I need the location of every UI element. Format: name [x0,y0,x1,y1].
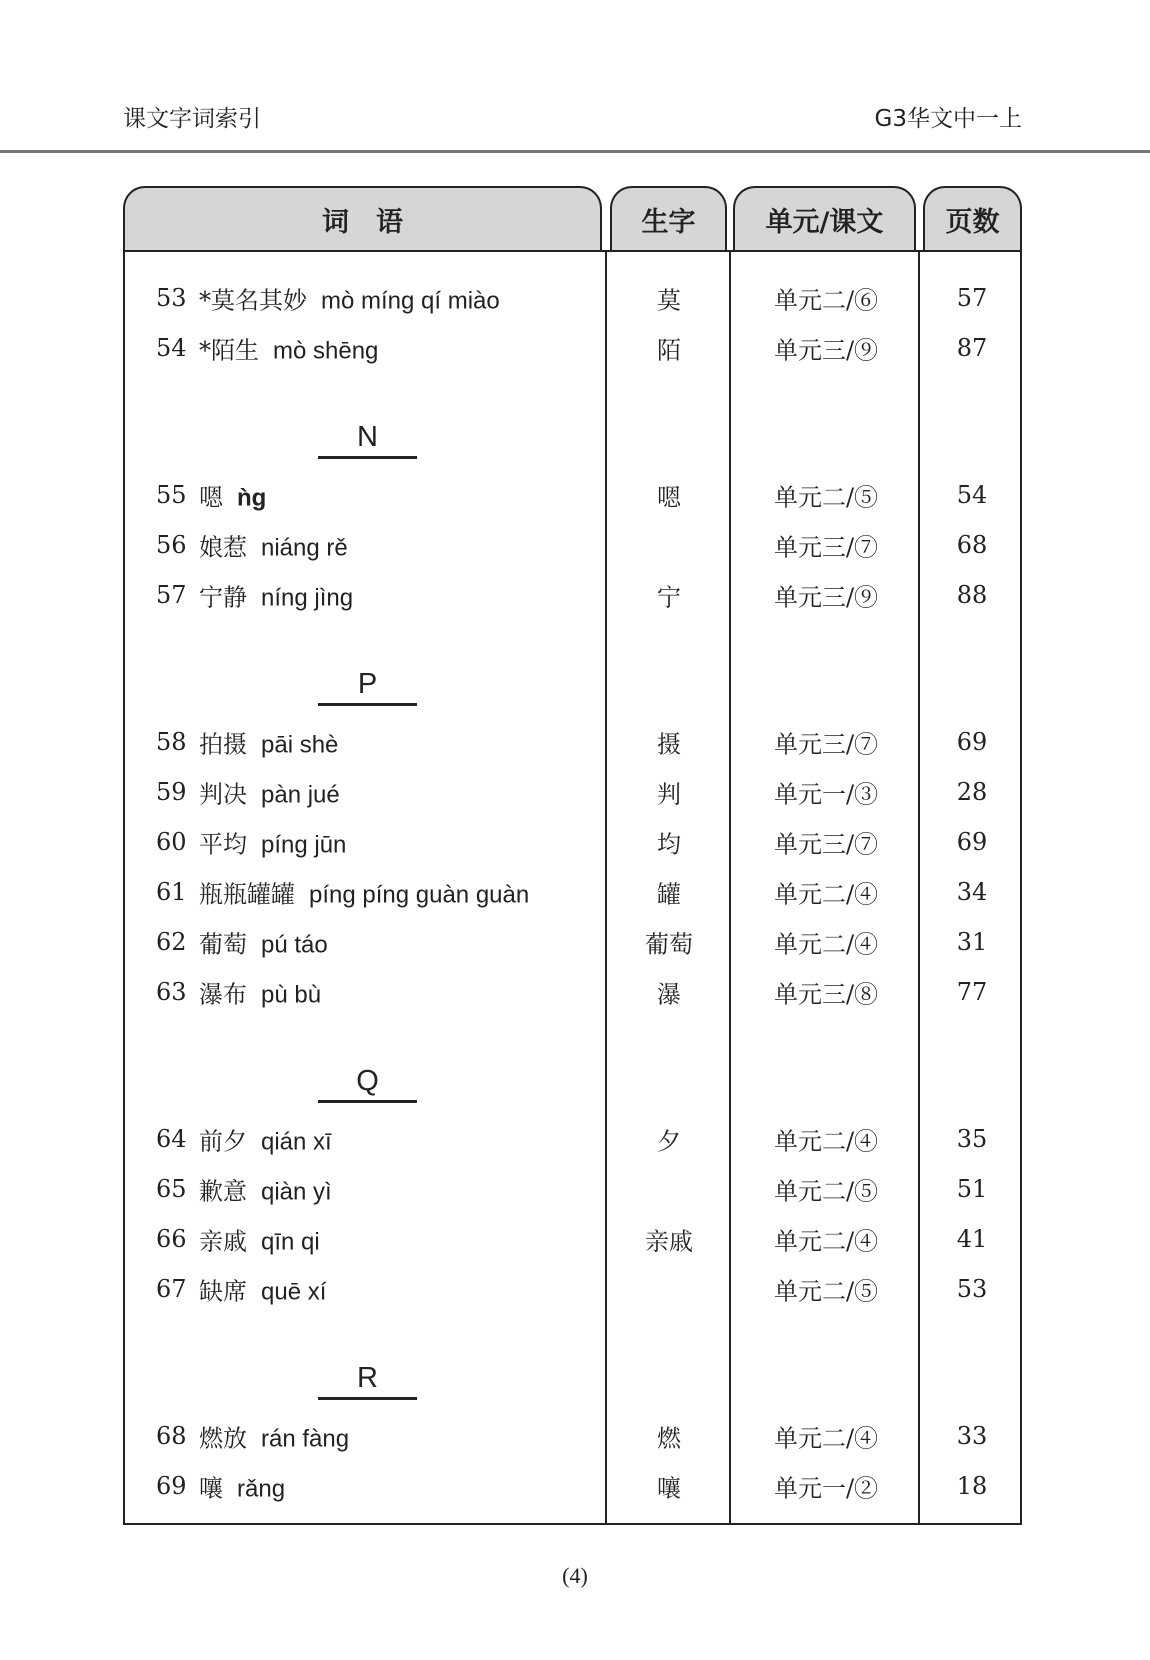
entry-number: 65 [156,1175,187,1203]
entry-word [199,725,338,760]
word-pinyin: pàn jué [261,781,340,809]
entry-word [199,1469,285,1504]
index-table [123,251,1022,1525]
entry-number: 55 [156,481,187,509]
column-divider [605,251,607,1525]
entry-number: 69 [156,1472,187,1500]
word-pinyin: pú táo [261,931,328,959]
section-letter: P [357,668,378,700]
entry-word [199,281,500,316]
entry-number: 59 [156,778,187,806]
word-hanzi: 亲戚 [199,1227,247,1256]
table-row: 64 前夕 qián xī 夕 单元二/④ 35 [125,1114,1020,1164]
section-letter-heading [125,373,1020,470]
table-row: 68 燃放 rán fàng 燃 单元二/④ 33 [125,1411,1020,1461]
word-hanzi: 娘惹 [199,533,247,562]
running-header-left: 课文字词索引 [123,106,261,132]
table-row: 57 宁静 níng jìng 宁 单元三/⑨ 88 [125,570,1020,620]
column-header-page: 页数 [923,186,1022,250]
entry-word [199,478,266,513]
section-letter: N [357,421,378,453]
entry-word [199,875,529,910]
table-row: 55 嗯 ǹg 嗯 单元二/⑤ 54 [125,470,1020,520]
word-hanzi: 缺席 [199,1277,247,1306]
table-row: 67 缺席 quē xí 单元二/⑤ 53 [125,1264,1020,1314]
word-hanzi: *陌生 [199,336,259,365]
word-pinyin: píng píng guàn guàn [309,881,530,909]
table-row: 65 歉意 qiàn yì 单元二/⑤ 51 [125,1164,1020,1214]
entry-number: 62 [156,928,187,956]
word-pinyin: qián xī [261,1128,332,1156]
word-hanzi: 平均 [199,830,247,859]
word-pinyin: niáng rě [261,534,348,562]
table-row: 63 瀑布 pù bù 瀑 单元三/⑧ 77 [125,967,1020,1017]
table-row: 58 拍摄 pāi shè 摄 单元三/⑦ 69 [125,717,1020,767]
column-header-words: 词 语 [123,186,602,250]
entry-number: 64 [156,1125,187,1153]
entry-number: 53 [156,284,187,312]
column-divider [729,251,731,1525]
word-hanzi: 瓶瓶罐罐 [199,880,295,909]
table-row: 60 平均 píng jūn 均 单元三/⑦ 69 [125,817,1020,867]
word-pinyin: qīn qi [261,1228,320,1256]
section-letter-heading [125,1017,1020,1114]
entry-word [199,1122,332,1157]
word-pinyin: pù bù [261,981,322,1009]
entry-number: 56 [156,531,187,559]
section-letter-heading [125,1314,1020,1411]
table-row: 53 *莫名其妙 mò míng qí miào 莫 单元二/⑥ 57 [125,273,1020,323]
entry-number: 61 [156,878,187,906]
word-pinyin: ǹg [237,484,267,512]
word-hanzi: *莫名其妙 [199,286,307,315]
section-letter-heading [125,620,1020,717]
column-header-unit-lesson: 单元/课文 [733,186,916,250]
entry-word [199,975,321,1010]
word-hanzi: 前夕 [199,1127,247,1156]
word-pinyin: rǎng [237,1475,286,1503]
table-row: 56 娘惹 niáng rě 单元三/⑦ 68 [125,520,1020,570]
section-letter: Q [356,1065,379,1097]
entry-number: 66 [156,1225,187,1253]
entry-word [199,775,340,810]
word-hanzi: 歉意 [199,1177,247,1206]
word-pinyin: mò míng qí miào [321,287,500,315]
word-pinyin: rán fàng [261,1425,350,1453]
running-header-right: G3华文中一上 [874,106,1022,132]
word-hanzi: 瀑布 [199,980,247,1009]
header-rule [0,150,1150,153]
letter-underline [318,1397,417,1400]
word-pinyin: quē xí [261,1278,327,1306]
entry-word [199,1172,332,1207]
entry-word [199,331,378,366]
word-hanzi: 燃放 [199,1424,247,1453]
entry-number: 54 [156,334,187,362]
word-pinyin: mò shēng [273,337,379,365]
entry-word [199,825,346,860]
entry-word [199,1222,320,1257]
table-row: 66 亲戚 qīn qi 亲戚 单元二/④ 41 [125,1214,1020,1264]
column-divider [918,251,920,1525]
word-hanzi: 嗯 [199,483,223,512]
table-row: 69 嚷 rǎng 嚷 单元一/② 18 [125,1461,1020,1511]
word-pinyin: pāi shè [261,731,339,759]
page-number: (4) [562,1563,588,1588]
entry-number: 67 [156,1275,187,1303]
table-row: 61 瓶瓶罐罐 píng píng guàn guàn 罐 单元二/④ 34 [125,867,1020,917]
entry-number: 58 [156,728,187,756]
table-rows [125,273,1020,1511]
table-row: 62 葡萄 pú táo 葡萄 单元二/④ 31 [125,917,1020,967]
word-hanzi: 嚷 [199,1474,223,1503]
letter-underline [318,1100,417,1103]
letter-underline [318,703,417,706]
entry-number: 60 [156,828,187,856]
entry-word [199,1419,349,1454]
column-header-new-characters: 生字 [610,186,727,250]
entry-word [199,528,348,563]
word-hanzi: 宁静 [199,583,247,612]
entry-word [199,925,328,960]
word-pinyin: píng jūn [261,831,347,859]
word-hanzi: 拍摄 [199,730,247,759]
entry-number: 63 [156,978,187,1006]
word-pinyin: qiàn yì [261,1178,332,1206]
word-hanzi: 葡萄 [199,930,247,959]
table-row: 59 判决 pàn jué 判 单元一/③ 28 [125,767,1020,817]
entry-number: 57 [156,581,187,609]
entry-number: 68 [156,1422,187,1450]
section-letter: R [357,1362,378,1394]
word-pinyin: níng jìng [261,584,354,612]
word-hanzi: 判决 [199,780,247,809]
entry-word [199,578,353,613]
entry-word [199,1272,326,1307]
table-row: 54 *陌生 mò shēng 陌 单元三/⑨ 87 [125,323,1020,373]
letter-underline [318,456,417,459]
